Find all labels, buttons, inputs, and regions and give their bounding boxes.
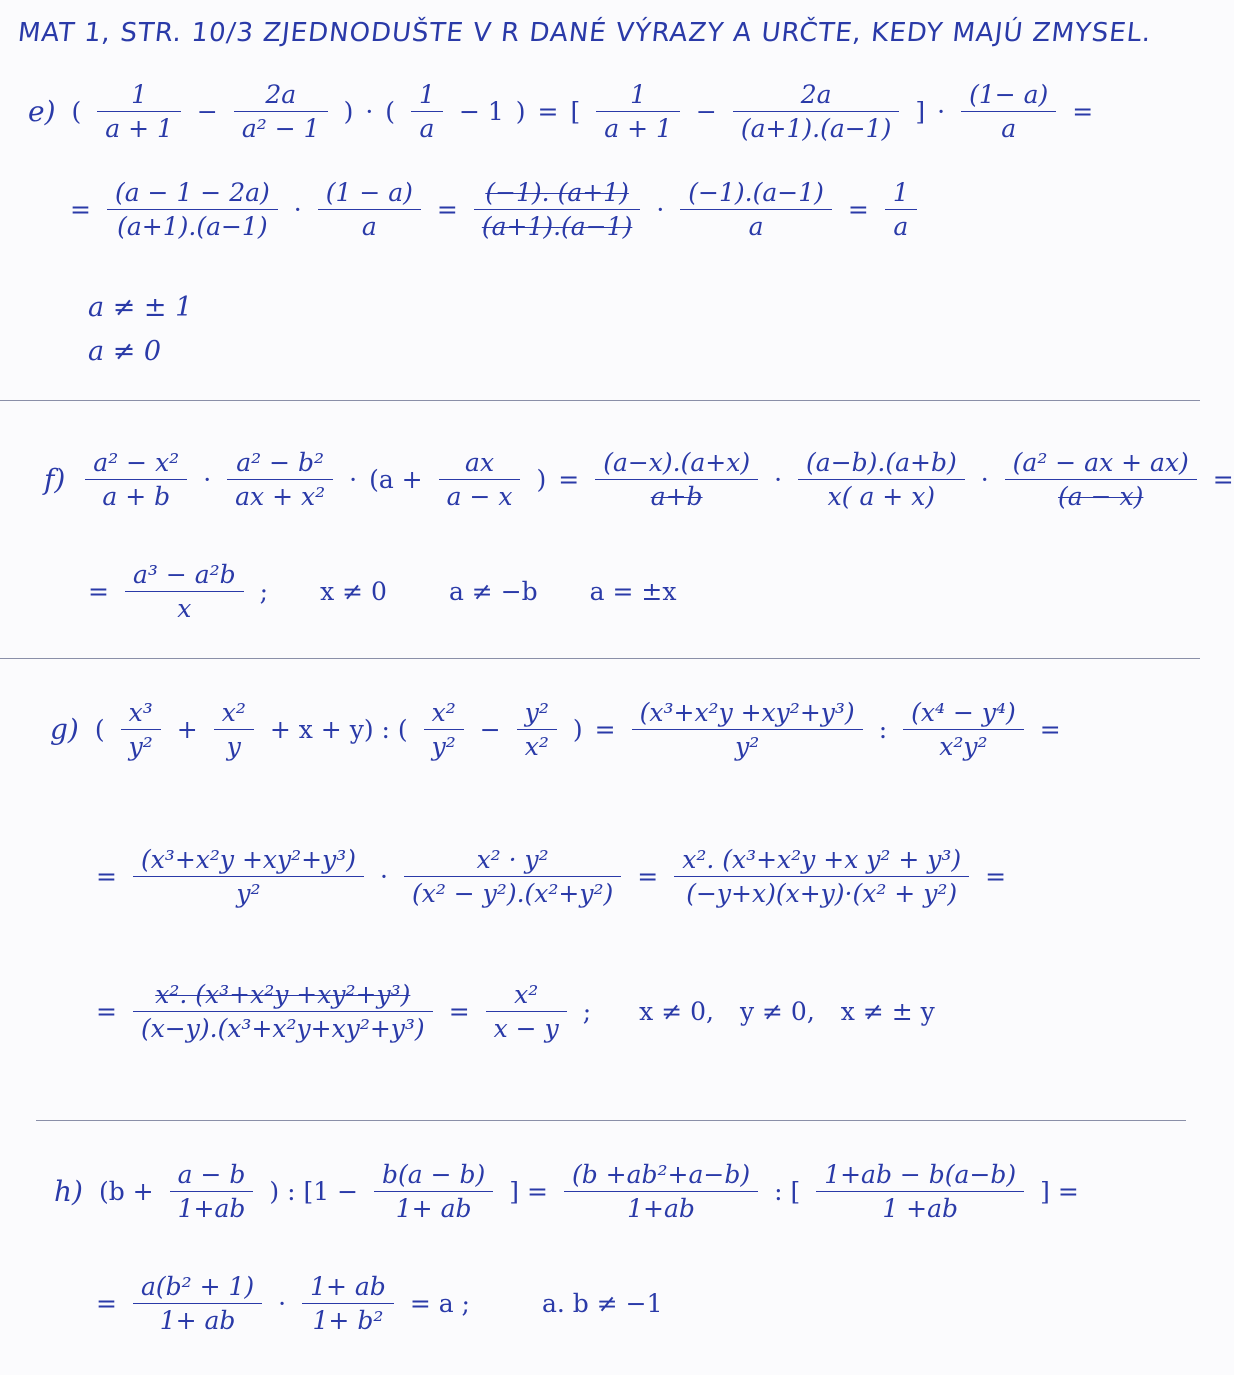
fraction: $\frac{(a-x).(a+x)}{a+b}$	[595, 448, 758, 511]
fraction: $\frac{(1 - a)}{a}$	[318, 178, 421, 241]
fraction: $\frac{\text{x²}}{x - y}$	[486, 980, 567, 1043]
fraction: $\frac{1}{a}$	[411, 80, 443, 143]
page-header: MAT 1, STR. 10/3 ZJEDNODUŠTE V R DANÉ VÝRAZY A URČTE, KEDY MAJÚ ZMYSEL.	[16, 18, 1154, 48]
fraction: $\frac{1+ab - b(a-b)}{1 +ab}$	[816, 1160, 1024, 1223]
fraction: $\frac{\text{x². (x³+x²y +x y² + y³)}}{\text{(−y+x)(x+y)·(x² + y²)}}$	[674, 845, 969, 908]
fraction: $\frac{1+ ab}{\text{1+ b²}}$	[302, 1272, 394, 1335]
fraction: $\frac{1}{a + 1}$	[97, 80, 181, 143]
fraction: $\frac{\text{a² − x²}}{a + b}$	[85, 448, 187, 511]
condition: a ≠ 0	[88, 336, 162, 367]
fraction: $\frac{(a-b).(a+b)}{x( a + x)}$	[798, 448, 965, 511]
fraction: $\frac{(-1).(a-1)}{a}$	[680, 178, 832, 241]
fraction: $\frac{\text{(a² − ax + ax)}}{(a - x)}$	[1005, 448, 1197, 511]
condition: a. b ≠ −1	[541, 1289, 663, 1318]
section-f-row2: = $\frac{\text{a³ − a²b}}{x}$ ; x ≠ 0 a ≠ −b a = ±x	[88, 560, 677, 623]
fraction: $\frac{\text{y²}}{\text{x²}}$	[517, 698, 557, 761]
fraction: $\frac{\text{(b +ab²+a−b)}}{1+ab}$	[564, 1160, 758, 1223]
fraction: $\frac{\text{x² · y²}}{\text{(x² − y²).(x²+y²)}}$	[404, 845, 621, 908]
fraction: $\frac{\text{a³ − a²b}}{x}$	[125, 560, 244, 623]
section-g-label: g)	[50, 713, 79, 746]
section-e-row1: e) ( $\frac{1}{a + 1}$ − $\frac{2a}{\text{a² − 1}}$ ) · ( $\frac{1}{a}$ − 1 ) = [ $\frac{1}{a + 1}$ − $\frac{2a}{(a+1).(a-1)}$ ] · $\frac{(1- a)}{a}$ =	[28, 80, 1094, 143]
section-h-label: h)	[54, 1175, 83, 1208]
condition: a ≠ −b	[448, 577, 538, 606]
fraction: $\frac{1}{a}$	[885, 178, 917, 241]
fraction: $\frac{(-1). (a+1)}{(a+1).(a-1)}$	[474, 178, 640, 241]
condition: x ≠ ± y	[840, 997, 935, 1026]
section-f-label: f)	[44, 463, 66, 496]
fraction: $\frac{\text{a² − b²}}{\text{ax + x²}}$	[227, 448, 333, 511]
divider	[36, 1120, 1186, 1121]
section-g-row2: = $\frac{\text{(x³+x²y +xy²+y³)}}{\text{y²}}$ · $\frac{\text{x² · y²}}{\text{(x² − y²).(x²+y²)}}$ = $\frac{\text{x². (x³+x²y +x y² + y³)}}{\text{(−y+x)(x+y)·(x² + y²)}}$ =	[96, 845, 1007, 908]
fraction: $\frac{ax}{a - x}$	[439, 448, 521, 511]
fraction: $\frac{\text{(x³+x²y +xy²+y³)}}{\text{y²}}$	[133, 845, 364, 908]
section-g-row1: g) ( $\frac{\text{x³}}{\text{y²}}$ + $\frac{\text{x²}}{y}$ + x + y) : ( $\frac{\text{x²}}{\text{y²}}$ − $\frac{\text{y²}}{\text{x²}}$ ) = $\frac{\text{(x³+x²y +xy²+y³)}}{\text{y²}}$ : $\frac{\text{(x⁴ − y⁴)}}{\text{x²y²}}$ =	[50, 698, 1061, 761]
divider	[0, 658, 1200, 659]
fraction: $\frac{(a - 1 - 2a)}{(a+1).(a-1)}$	[107, 178, 278, 241]
section-f-row1: f) $\frac{\text{a² − x²}}{a + b}$ · $\frac{\text{a² − b²}}{\text{ax + x²}}$ · (a + $\frac{ax}{a - x}$ ) = $\frac{(a-x).(a+x)}{a+b}$ · $\frac{(a-b).(a+b)}{x( a + x)}$ · $\frac{\text{(a² − ax + ax)}}{(a - x)}$ =	[44, 448, 1234, 511]
condition: y ≠ 0,	[739, 997, 815, 1026]
fraction: $\frac{\text{a(b² + 1)}}{1+ ab}$	[133, 1272, 262, 1335]
condition: a = ±x	[589, 577, 677, 606]
divider	[0, 400, 1200, 401]
condition: x ≠ 0,	[639, 997, 714, 1026]
fraction: $\frac{a - b}{1+ab}$	[170, 1160, 254, 1223]
fraction: $\frac{2a}{\text{a² − 1}}$	[234, 80, 328, 143]
fraction: $\frac{\text{x²}}{\text{y²}}$	[424, 698, 464, 761]
section-h-row1: h) (b + $\frac{a - b}{1+ab}$ ) : [1 − $\frac{b(a - b)}{1+ ab}$ ] = $\frac{\text{(b +ab²+a−b)}}{1+ab}$ : [ $\frac{1+ab - b(a-b)}{1 +ab}$ ] =	[54, 1160, 1079, 1223]
fraction: $\frac{\text{x². (x³+x²y +xy²+y³)}}{\text{(x−y).(x³+x²y+xy²+y³)}}$	[133, 980, 433, 1043]
section-e-label: e)	[28, 95, 56, 128]
fraction: $\frac{\text{x³}}{\text{y²}}$	[121, 698, 161, 761]
condition: a ≠ ± 1	[88, 292, 193, 323]
fraction: $\frac{1}{a + 1}$	[596, 80, 680, 143]
fraction: $\frac{b(a - b)}{1+ ab}$	[374, 1160, 493, 1223]
fraction: $\frac{\text{(x³+x²y +xy²+y³)}}{\text{y²}}$	[632, 698, 863, 761]
condition: x ≠ 0	[320, 577, 387, 606]
section-e-row2: = $\frac{(a - 1 - 2a)}{(a+1).(a-1)}$ · $\frac{(1 - a)}{a}$ = $\frac{(-1). (a+1)}{(a+1).(a-1)}$ · $\frac{(-1).(a-1)}{a}$ = $\frac{1}{a}$	[70, 178, 921, 241]
fraction: $\frac{\text{(x⁴ − y⁴)}}{\text{x²y²}}$	[903, 698, 1024, 761]
fraction: $\frac{(1- a)}{a}$	[961, 80, 1056, 143]
section-g-row3: = $\frac{\text{x². (x³+x²y +xy²+y³)}}{\text{(x−y).(x³+x²y+xy²+y³)}}$ = $\frac{\text{x²}}{x - y}$ ; x ≠ 0, y ≠ 0, x ≠ ± y	[96, 980, 935, 1043]
fraction: $\frac{2a}{(a+1).(a-1)}$	[733, 80, 899, 143]
section-h-row2: = $\frac{\text{a(b² + 1)}}{1+ ab}$ · $\frac{1+ ab}{\text{1+ b²}}$ = a ; a. b ≠ −1	[96, 1272, 663, 1335]
fraction: $\frac{\text{x²}}{y}$	[214, 698, 254, 761]
